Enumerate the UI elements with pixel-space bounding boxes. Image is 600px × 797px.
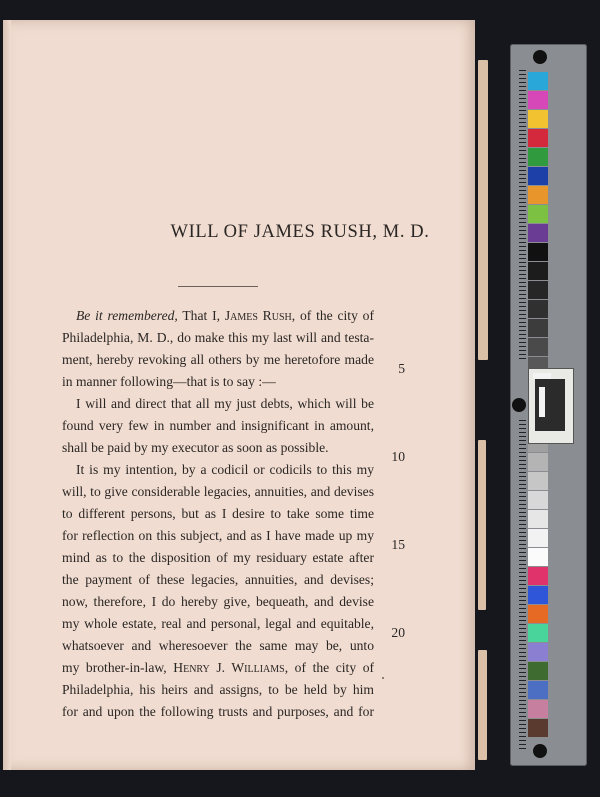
color-swatch — [528, 281, 548, 299]
color-swatch — [528, 510, 548, 528]
line-number: 20 — [391, 625, 405, 640]
target-hole — [512, 398, 526, 412]
color-swatch — [528, 319, 548, 337]
text-span: , of the city of — [291, 308, 374, 323]
color-swatch — [528, 453, 548, 471]
text-line — [62, 657, 374, 679]
text-line: mind as to the disposition of my residuary estate after — [62, 550, 374, 565]
text-span: my brother-in-law, — [62, 660, 174, 675]
text-line: in manner following—that is to say :— — [62, 374, 276, 389]
ink-speck — [382, 677, 384, 679]
color-swatch — [528, 681, 548, 699]
text-line: It is my intention, by a codicil or codicils to this my — [76, 462, 374, 477]
text-line: shall be paid by my executor as soon as possible. — [62, 440, 329, 455]
color-swatch — [528, 624, 548, 642]
color-swatch — [528, 129, 548, 147]
color-swatch — [528, 338, 548, 356]
italic-phrase: Be it remembered, — [76, 308, 178, 323]
target-hole — [533, 744, 547, 758]
text-line: Philadelphia, his heirs and assigns, to be held by him — [62, 682, 374, 697]
text-line: will, to give considerable legacies, annuities, and devises — [62, 484, 374, 499]
text-line — [62, 305, 374, 327]
color-swatch — [528, 548, 548, 566]
color-swatch — [528, 643, 548, 661]
color-swatch — [528, 662, 548, 680]
page-edge — [478, 650, 487, 760]
executor-name: Henry J. Williams — [173, 660, 285, 675]
color-swatch — [528, 262, 548, 280]
page-edge — [478, 440, 486, 610]
color-swatch — [528, 186, 548, 204]
color-swatch — [528, 300, 548, 318]
color-swatch — [528, 167, 548, 185]
text-line: ment, hereby revoking all others by me heretofore made — [62, 352, 374, 367]
color-swatch — [528, 586, 548, 604]
color-swatch — [528, 567, 548, 585]
text-line: found very few in number and insignificant in amount, — [62, 418, 374, 433]
color-swatch — [528, 605, 548, 623]
text-line: my whole estate, real and personal, legal and equitable, — [62, 616, 374, 631]
color-swatch — [528, 243, 548, 261]
text-line: I will and direct that all my just debts, which will be — [76, 396, 374, 411]
color-swatch — [528, 148, 548, 166]
text-line: Philadelphia, M. D., do make this my last will and testa- — [62, 330, 374, 345]
text-line: whatsoever and wheresoever the same may be, unto — [62, 638, 374, 653]
line-number: 10 — [391, 449, 405, 464]
page-edge — [478, 60, 488, 360]
text-span: That I, — [177, 308, 225, 323]
target-ruler — [519, 420, 526, 750]
line-number: 15 — [391, 537, 405, 552]
card-light-box — [539, 387, 545, 417]
body-text — [62, 305, 374, 723]
text-line: now, therefore, I do hereby give, bequeath, and devise — [62, 594, 374, 609]
line-number: 5 — [398, 361, 405, 376]
text-line: for reflection on this subject, and as I have made up my — [62, 528, 374, 543]
text-line: the payment of these legacies, annuities, and devises; — [62, 572, 374, 587]
color-swatch — [528, 700, 548, 718]
target-card — [528, 368, 574, 444]
text-span: , of the city of — [284, 660, 375, 675]
color-swatch — [528, 91, 548, 109]
testator-name: James Rush — [224, 308, 292, 323]
color-swatch — [528, 491, 548, 509]
card-light-box — [533, 373, 551, 379]
color-swatch — [528, 205, 548, 223]
page-gutter — [3, 20, 11, 770]
target-hole — [533, 50, 547, 64]
color-swatch — [528, 472, 548, 490]
color-swatch — [528, 72, 548, 90]
text-line: for and upon the following trusts and purposes, and for — [62, 704, 374, 719]
color-swatch — [528, 224, 548, 242]
target-ruler — [519, 70, 526, 360]
color-swatch — [528, 719, 548, 737]
text-line: to different persons, but as I desire to take some time — [62, 506, 374, 521]
color-swatch — [528, 110, 548, 128]
document-title: WILL OF JAMES RUSH, M. D. — [170, 222, 430, 242]
color-swatch — [528, 529, 548, 547]
title-rule — [178, 286, 258, 287]
